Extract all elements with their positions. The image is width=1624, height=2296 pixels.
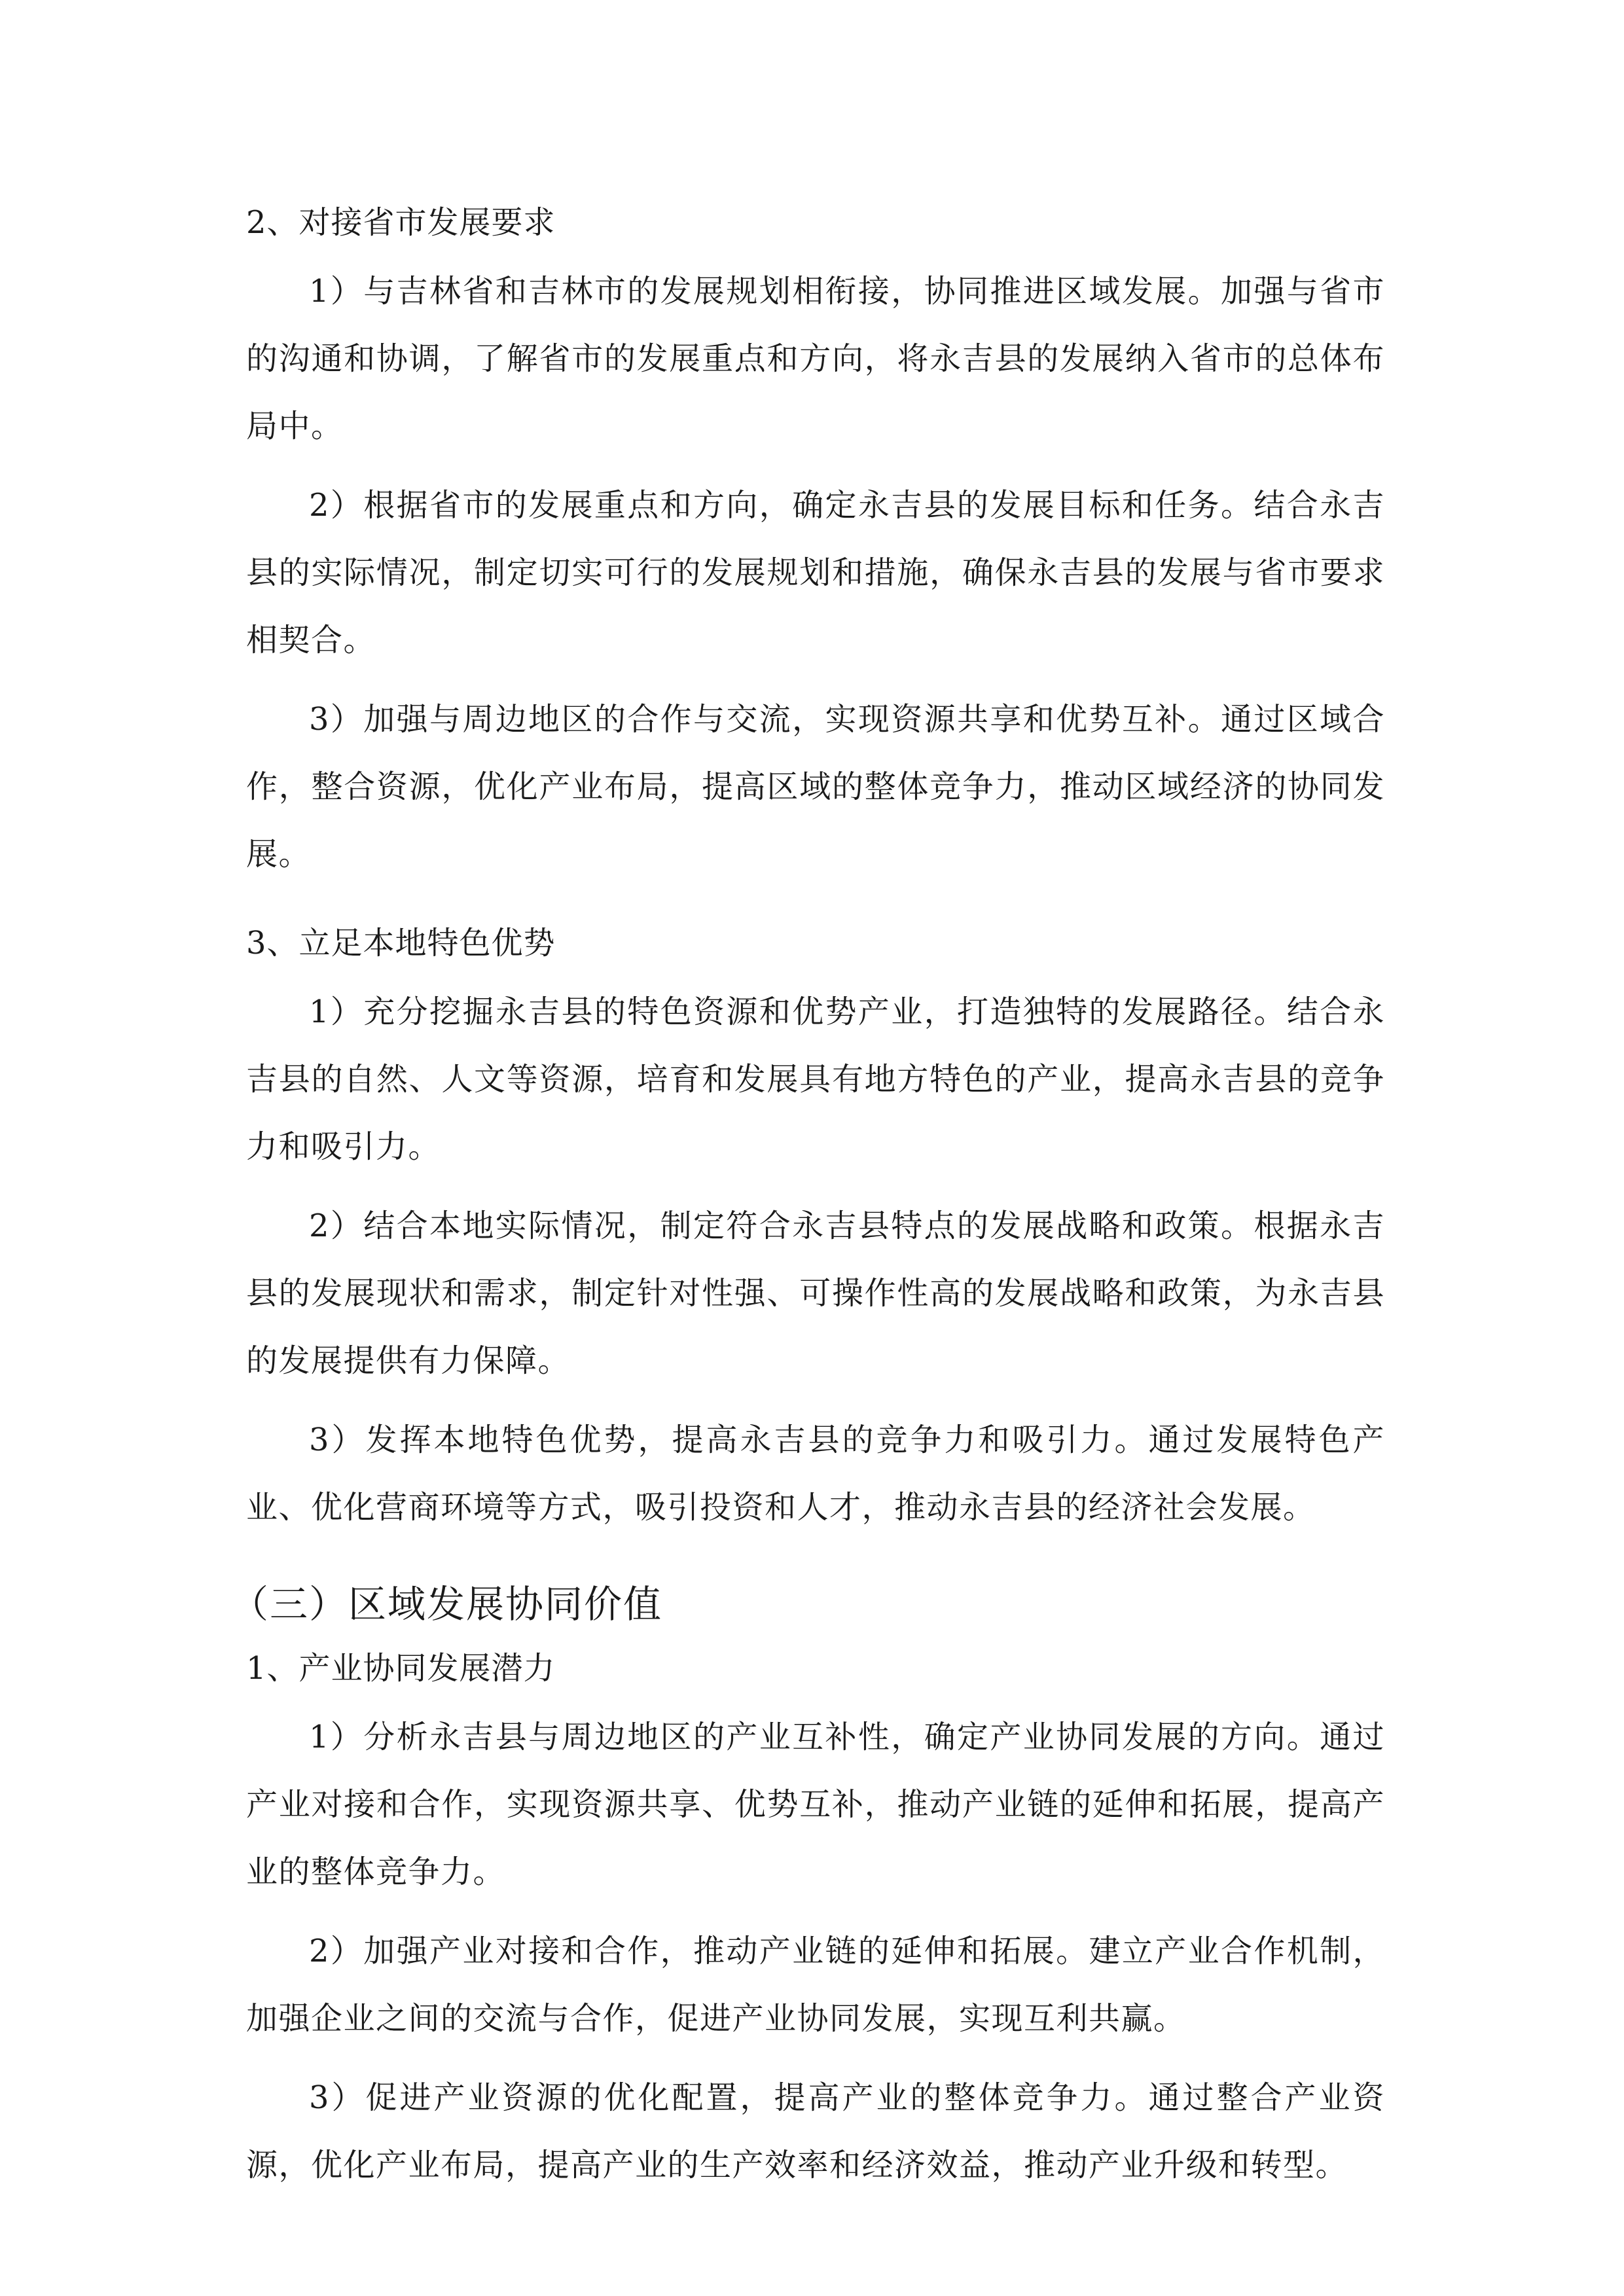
paragraph: 3）加强与周边地区的合作与交流，实现资源共享和优势互补。通过区域合作，整合资源，优化产业布局，提高区域的整体竞争力，推动区域经济的协同发展。 bbox=[246, 701, 1385, 872]
paragraph: 2）加强产业对接和合作，推动产业链的延伸和拓展。建立产业合作机制，加强企业之间的交流与合作，促进产业协同发展，实现互利共赢。 bbox=[246, 1933, 1385, 2037]
paragraph: 1）与吉林省和吉林市的发展规划相衔接，协同推进区域发展。加强与省市的沟通和协调，了解省市的发展重点和方向，将永吉县的发展纳入省市的总体布局中。 bbox=[246, 273, 1385, 444]
paragraph: 3）促进产业资源的优化配置，提高产业的整体竞争力。通过整合产业资源，优化产业布局，提高产业的生产效率和经济效益，推动产业升级和转型。 bbox=[246, 2079, 1385, 2183]
section-heading: 1、产业协同发展潜力 bbox=[246, 1650, 556, 1687]
paragraph: 1）充分挖掘永吉县的特色资源和优势产业，打造独特的发展路径。结合永吉县的自然、人文等资源，培育和发展具有地方特色的产业，提高永吉县的竞争力和吸引力。 bbox=[246, 994, 1385, 1165]
section-heading: 2、对接省市发展要求 bbox=[246, 204, 556, 241]
paragraph: 2）根据省市的发展重点和方向，确定永吉县的发展目标和任务。结合永吉县的实际情况，制定切实可行的发展规划和措施，确保永吉县的发展与省市要求相契合。 bbox=[246, 487, 1385, 658]
paragraph: 1）分析永吉县与周边地区的产业互补性，确定产业协同发展的方向。通过产业对接和合作，实现资源共享、优势互补，推动产业链的延伸和拓展，提高产业的整体竞争力。 bbox=[246, 1719, 1385, 1890]
paragraph: 3）发挥本地特色优势，提高永吉县的竞争力和吸引力。通过发展特色产业、优化营商环境等方式，吸引投资和人才，推动永吉县的经济社会发展。 bbox=[246, 1422, 1385, 1526]
document-page bbox=[230, 191, 1385, 2211]
chapter-title: （三）区域发展协同价值 bbox=[230, 1582, 663, 1626]
paragraph: 2）结合本地实际情况，制定符合永吉县特点的发展战略和政策。根据永吉县的发展现状和需求，制定针对性强、可操作性高的发展战略和政策，为永吉县的发展提供有力保障。 bbox=[246, 1208, 1385, 1379]
section-heading: 3、立足本地特色优势 bbox=[246, 925, 556, 961]
